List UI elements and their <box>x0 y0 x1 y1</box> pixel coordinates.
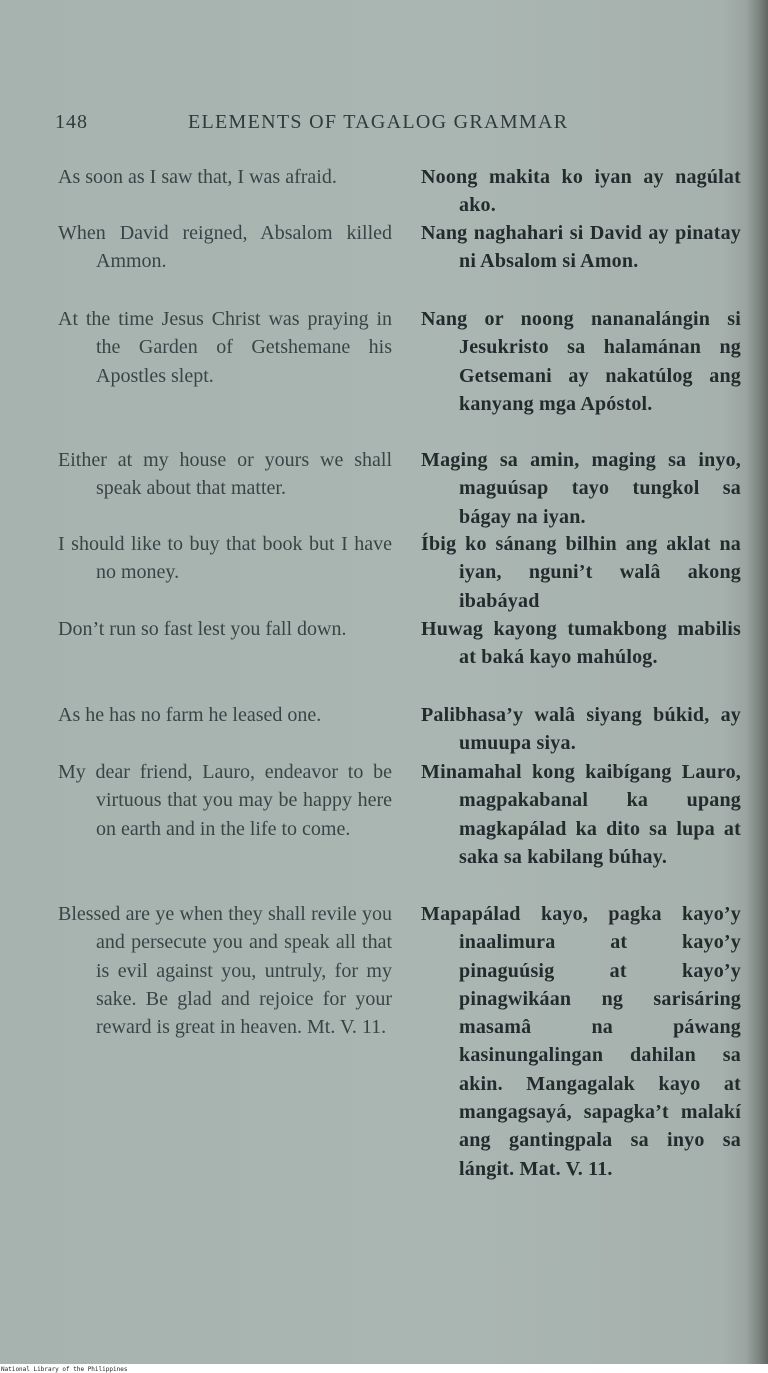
page-spine-shadow <box>746 0 768 1364</box>
english-sentence: Blessed are ye when they shall revile you and persecute you and speak all that is evil against you, untruly, for my sake. Be glad and rejoice for your reward is great in heaven. Mt. V. 11. <box>58 903 392 1039</box>
tagalog-sentence: Íbig ko sánang bilhin ang aklat na iyan, nguni’t walâ akong ibabáyad <box>421 533 741 612</box>
tagalog-sentence: Palibhasa’y walâ siyang búkid, ay umuupa siya. <box>421 704 741 755</box>
tagalog-sentence: Mapapálad kayo, pagka kayo’y inaalimura at kayo’y pinaguúsig at kayo’y pinagwikáan ng sarisáring masamâ na páwang kasinungalingan dahilan sa akin. Mangagalak kayo at mangagsayá, sapagka’t malakí ang gantingpala sa inyo sa lángit. Mat. V. 11. <box>421 903 741 1180</box>
tagalog-sentence: Huwag kayong tumakbong mabilis at baká kayo mahúlog. <box>421 618 741 669</box>
english-sentence: My dear friend, Lauro, endeavor to be virtuous that you may be happy here on earth and in the life to come. <box>58 761 392 840</box>
page-header <box>0 108 768 138</box>
english-sentence: When David reigned, Absalom killed Ammon. <box>58 222 392 273</box>
english-sentence: I should like to buy that book but I have no money. <box>58 533 392 584</box>
running-title: ELEMENTS OF TAGALOG GRAMMAR <box>188 111 569 133</box>
english-sentence: As he has no farm he leased one. <box>58 704 322 726</box>
tagalog-sentence: Noong makita ko iyan ay nagúlat ako. <box>421 166 741 217</box>
english-sentence: At the time Jesus Christ was praying in the Garden of Getshemane his Apostles slept. <box>58 308 392 387</box>
library-credit: National Library of the Philippines <box>1 1366 128 1373</box>
english-sentence: Either at my house or yours we shall speak about that matter. <box>58 449 392 500</box>
english-sentence: Don’t run so fast lest you fall down. <box>58 618 347 640</box>
tagalog-sentence: Maging sa amin, maging sa inyo, maguúsap tayo tungkol sa bágay na iyan. <box>421 449 741 528</box>
english-sentence: As soon as I saw that, I was afraid. <box>58 166 337 188</box>
tagalog-sentence: Nang naghahari si David ay pinatay ni Absalom si Amon. <box>421 222 741 273</box>
page-number: 148 <box>55 111 88 133</box>
tagalog-sentence: Minamahal kong kaibígang Lauro, magpakabanal ka upang magkapálad ka dito sa lupa at saka sa kabilang búhay. <box>421 761 741 868</box>
tagalog-sentence: Nang or noong nananalángin si Jesukristo sa halamánan ng Getsemani ay nakatúlog ang kanyang mga Apóstol. <box>421 308 741 415</box>
